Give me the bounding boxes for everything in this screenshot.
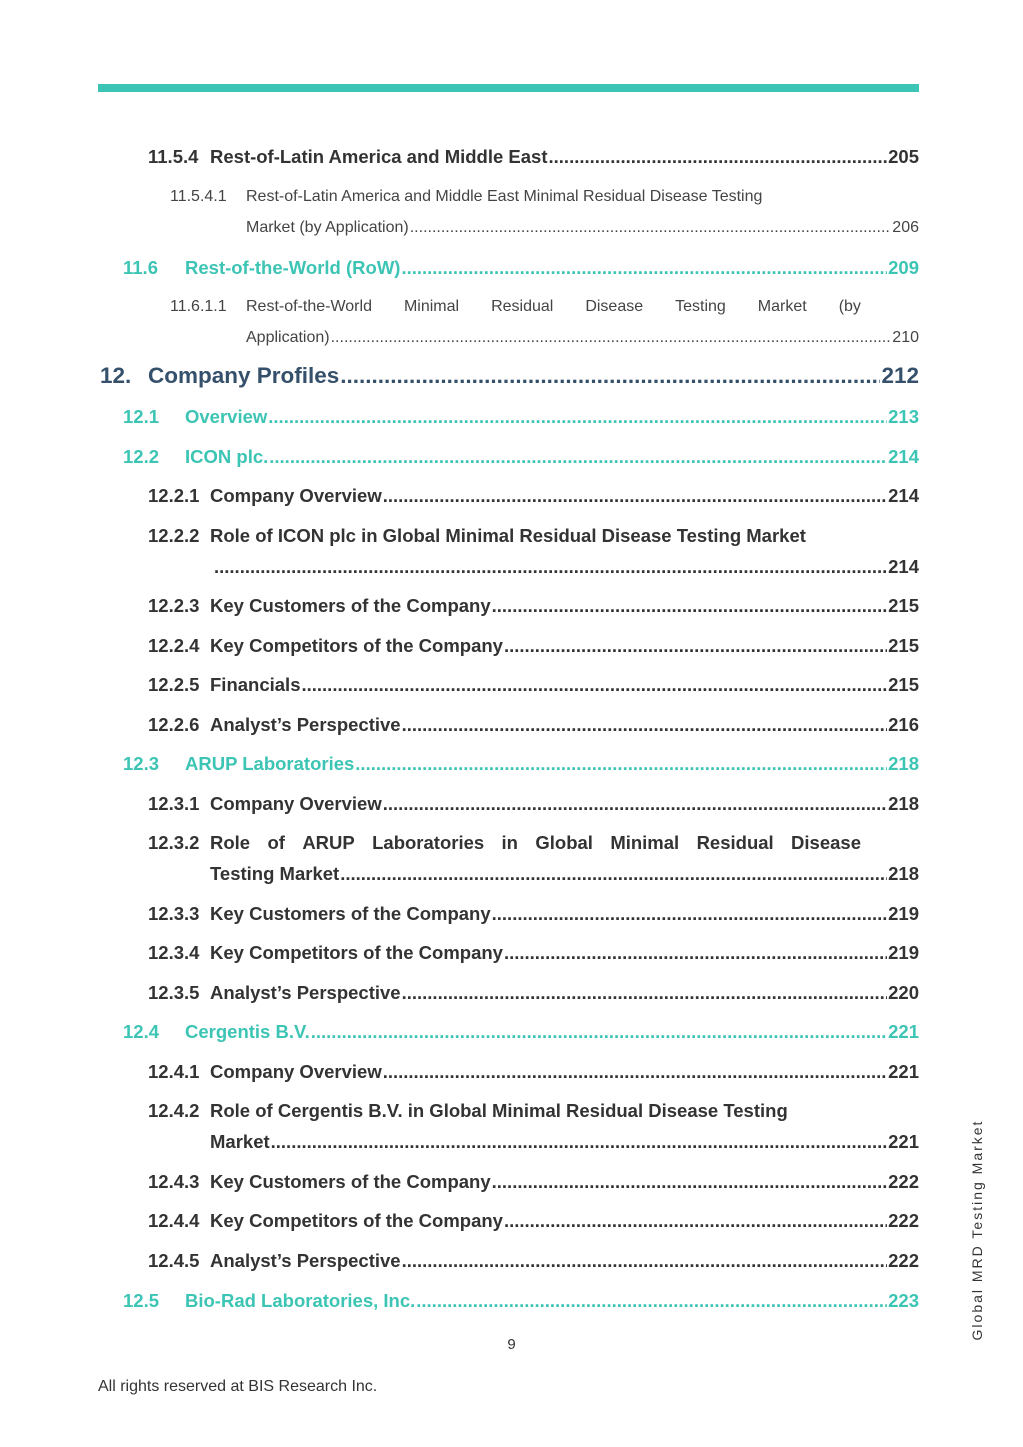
toc-entry-12-2-4[interactable] [148,635,919,657]
toc-entry-12-3-4[interactable] [148,942,919,964]
toc-leader-dots [492,1171,887,1193]
toc-page: 222 [888,1210,919,1231]
toc-number: 11.6 [123,257,158,278]
toc-entry-12-2-3[interactable] [148,595,919,617]
toc-page: 215 [888,595,919,616]
toc-number: 12.4.5 [148,1250,200,1271]
toc-word: Role [210,832,251,853]
toc-word: Minimal [403,298,460,315]
toc-page: 221 [888,1021,919,1042]
toc-label: Company Overview [210,485,382,506]
toc-label: Key Customers of the Company [210,903,491,924]
toc-leader-dots [504,942,887,964]
toc-label-line2: Testing Market [210,863,340,884]
side-running-title: Global MRD Testing Market [969,1119,985,1341]
toc-page: 222 [888,1171,919,1192]
toc-number: 12.5 [123,1290,160,1311]
toc-label: Overview [185,406,268,427]
toc-word: of [267,832,285,853]
toc-page: 215 [888,674,919,695]
toc-number: 12.4.2 [148,1100,200,1121]
header-accent-bar [98,84,919,92]
toc-label: ICON plc. [185,446,269,467]
toc-entry-12-2[interactable] [123,446,919,468]
toc-leader-dots [340,363,880,389]
toc-entry-12-3-2[interactable] [148,832,919,854]
toc-label-line1 [210,832,861,854]
toc-label: Key Competitors of the Company [210,635,503,656]
toc-entry-12-5[interactable] [123,1290,919,1312]
toc-entry-11-6-1-1[interactable] [170,298,919,316]
toc-entry-11-5-4[interactable] [148,146,919,168]
toc-leader-dots [383,1061,887,1083]
toc-label: Key Customers of the Company [210,1171,491,1192]
toc-entry-12[interactable] [100,363,919,389]
toc-number: 12.2.5 [148,674,200,695]
toc-label: Key Customers of the Company [210,595,491,616]
toc-leader-dots [311,1021,887,1043]
toc-label-line1: Role of Cergentis B.V. in Global Minimal Residual Disease Testing [210,1100,788,1121]
toc-entry-12-2-5[interactable] [148,674,919,696]
toc-page: 212 [881,363,919,388]
toc-entry-12-4-1[interactable] [148,1061,919,1083]
toc-page: 209 [888,257,919,278]
toc-leader-dots [492,595,887,617]
toc-page: 218 [888,863,919,884]
toc-label-line1: Rest-of-Latin America and Middle East Minimal Residual Disease Testing [246,188,763,205]
toc-entry-12-3-1[interactable] [148,793,919,815]
toc-leader-dots [410,219,892,237]
toc-number: 12.2.1 [148,485,200,506]
toc-page: 205 [888,146,919,167]
toc-entry-12-2-2[interactable] [148,525,919,547]
toc-entry-12-3-3[interactable] [148,903,919,925]
toc-entry-12-2-1[interactable] [148,485,919,507]
toc-word: Minimal [610,832,680,853]
toc-entry-11-6[interactable] [123,257,919,279]
toc-number: 12.4.1 [148,1061,200,1082]
toc-number: 12.2.4 [148,635,200,656]
toc-page: 219 [888,942,919,963]
toc-label-line2: Market (by Application) [246,219,409,236]
toc-entry-11-5-4-1[interactable] [170,188,919,206]
toc-label-line2: Market [210,1131,270,1152]
toc-page: 218 [888,753,919,774]
toc-number: 12. [100,363,132,388]
toc-leader-dots [402,1250,888,1272]
toc-page: 222 [888,1250,919,1271]
toc-label: Company Profiles [148,363,340,388]
toc-entry-12-3-2-cont[interactable] [210,863,919,885]
toc-label: ARUP Laboratories [185,753,355,774]
toc-label: Key Competitors of the Company [210,1210,503,1231]
toc-page: 219 [888,903,919,924]
toc-number: 12.4 [123,1021,160,1042]
toc-entry-12-4[interactable] [123,1021,919,1043]
toc-leader-dots [214,556,887,578]
toc-number: 11.6.1.1 [170,298,227,315]
toc-word: Disease [585,298,644,315]
toc-page: 215 [888,635,919,656]
toc-leader-dots [401,257,887,279]
toc-word: Laboratories [372,832,485,853]
toc-entry-12-2-6[interactable] [148,714,919,736]
toc-label: Bio-Rad Laboratories, Inc. [185,1290,416,1311]
toc-entry-12-3-5[interactable] [148,982,919,1004]
toc-page: 221 [888,1131,919,1152]
toc-number: 12.3 [123,753,160,774]
toc-leader-dots [340,863,887,885]
toc-word: ARUP [302,832,355,853]
toc-label: Analyst’s Perspective [210,1250,401,1271]
toc-leader-dots [383,485,887,507]
toc-leader-dots [416,1290,887,1312]
toc-entry-12-4-5[interactable] [148,1250,919,1272]
toc-number: 12.2.6 [148,714,200,735]
toc-leader-dots [383,793,887,815]
toc-number: 12.4.3 [148,1171,200,1192]
toc-leader-dots [504,1210,887,1232]
toc-page: 214 [888,446,919,467]
toc-entry-12-4-2-cont[interactable] [210,1131,919,1153]
toc-label: Company Overview [210,1061,382,1082]
toc-page: 214 [888,556,919,577]
toc-label: Cergentis B.V. [185,1021,310,1042]
toc-label: Company Overview [210,793,382,814]
toc-entry-12-4-3[interactable] [148,1171,919,1193]
toc-word: Residual [491,298,554,315]
toc-leader-dots [271,1131,887,1153]
toc-number: 12.4.4 [148,1210,200,1231]
toc-number: 12.2 [123,446,160,467]
toc-page: 214 [888,485,919,506]
footer-copyright: All rights reserved at BIS Research Inc. [98,1378,378,1395]
toc-number: 11.5.4.1 [170,188,227,205]
toc-page: 213 [888,406,919,427]
toc-number: 12.2.3 [148,595,200,616]
toc-leader-dots [492,903,887,925]
toc-page: 220 [888,982,919,1003]
toc-entry-12-4-4[interactable] [148,1210,919,1232]
toc-label-line2: Application) [246,329,330,346]
toc-leader-dots [301,674,887,696]
toc-word: Testing [675,298,726,315]
toc-word: Disease [791,832,861,853]
toc-page: 221 [888,1061,919,1082]
toc-number: 12.2.2 [148,525,200,546]
toc-leader-dots [268,406,887,428]
toc-word: Rest-of-the-World [246,298,372,315]
toc-entry-11-5-4-1-cont[interactable] [246,219,919,237]
toc-label: Analyst’s Perspective [210,982,401,1003]
toc-page: 210 [892,329,919,346]
toc-page: 216 [888,714,919,735]
toc-entry-12-3[interactable] [123,753,919,775]
toc-leader-dots [331,329,892,347]
toc-number: 12.3.3 [148,903,200,924]
toc-page: 223 [888,1290,919,1311]
toc-word: Residual [696,832,774,853]
page-number: 9 [507,1336,516,1353]
toc-word: in [501,832,518,853]
toc-word: Global [535,832,593,853]
toc-number: 12.1 [123,406,160,427]
toc-entry-12-1[interactable] [123,406,919,428]
toc-number: 11.5.4 [148,146,199,167]
toc-entry-11-6-1-1-cont[interactable] [246,329,919,347]
toc-label: Rest-of-the-World (RoW) [185,257,401,278]
toc-label: Rest-of-Latin America and Middle East [210,146,548,167]
toc-label: Key Competitors of the Company [210,942,503,963]
toc-number: 12.3.1 [148,793,200,814]
toc-label: Financials [210,674,301,695]
toc-leader-dots [402,714,888,736]
toc-label: Analyst’s Perspective [210,714,401,735]
toc-leader-dots [504,635,887,657]
toc-page: 218 [888,793,919,814]
toc-leader-dots [402,982,888,1004]
toc-page: 206 [892,219,919,236]
toc-leader-dots [269,446,887,468]
toc-leader-dots [355,753,887,775]
toc-number: 12.3.4 [148,942,200,963]
toc-entry-12-2-2-cont[interactable] [214,556,919,578]
toc-number: 12.3.5 [148,982,200,1003]
toc-number: 12.3.2 [148,832,200,853]
toc-entry-12-4-2[interactable] [148,1100,919,1122]
toc-label-line1: Role of ICON plc in Global Minimal Residual Disease Testing Market [210,525,806,546]
toc-word: Market [757,298,807,315]
toc-word: (by [838,298,861,315]
toc-leader-dots [549,146,888,168]
toc-label-line1 [246,298,861,316]
